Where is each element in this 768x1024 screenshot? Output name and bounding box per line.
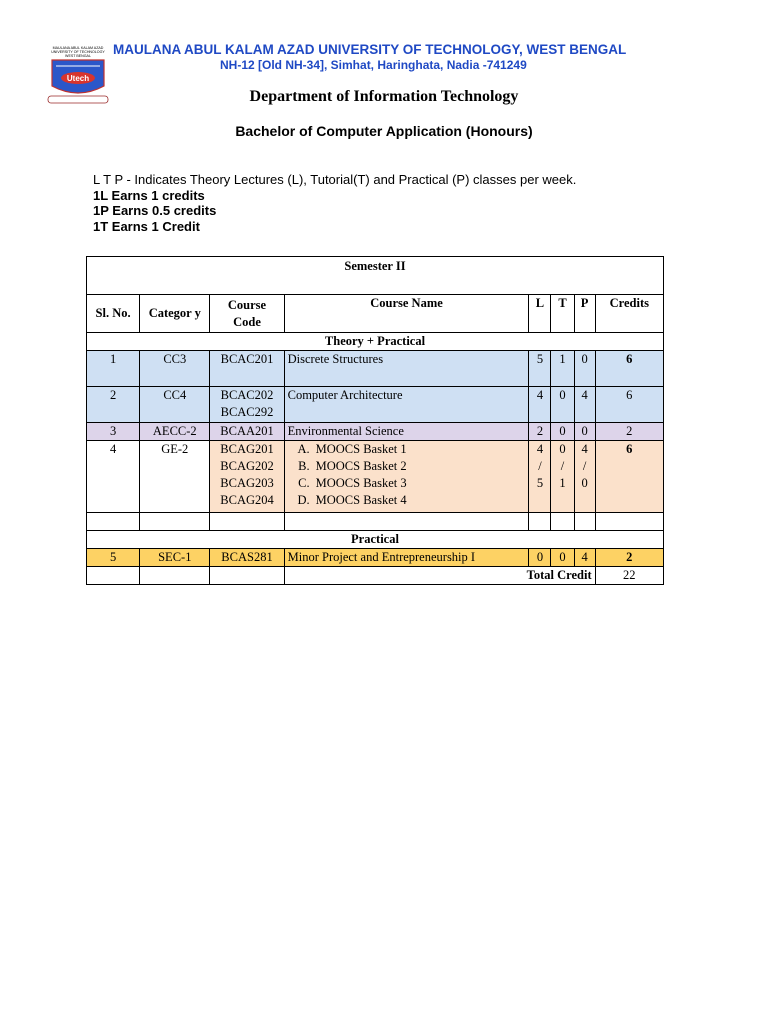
basket-item (288, 492, 526, 509)
semester-row (87, 257, 664, 295)
row-name (284, 441, 529, 513)
credit-notes (93, 172, 576, 234)
basket-letter: C. (298, 476, 310, 490)
row-code (210, 387, 284, 423)
row-p-line: 4 (581, 442, 588, 456)
row-sl: 1 (87, 351, 140, 387)
row-sl: 3 (87, 423, 140, 441)
basket-letter: A. (297, 442, 310, 456)
svg-text:MAULANA ABUL KALAM AZAD: MAULANA ABUL KALAM AZAD (52, 46, 104, 50)
empty-cell (140, 567, 210, 585)
lecture-credit-note: 1L Earns 1 credits (93, 187, 205, 203)
basket-name: MOOCS Basket 3 (315, 476, 407, 490)
row-t: 0 (551, 423, 574, 441)
header-code: Course Code (210, 295, 284, 333)
row-sl: 5 (87, 549, 140, 567)
empty-cell (87, 513, 140, 531)
header-p: P (574, 295, 595, 333)
row-t: 0 (551, 549, 574, 567)
row-sl: 2 (87, 387, 140, 423)
table-row (87, 423, 664, 441)
row-t-line: 1 (559, 476, 566, 490)
row-credits: 6 (595, 387, 663, 423)
tutorial-credit-note: 1T Earns 1 Credit (93, 218, 200, 234)
row-code: BCAC201 (210, 351, 284, 387)
table-row (87, 351, 664, 387)
header-sl: Sl. No. (87, 295, 140, 333)
table-row (87, 441, 664, 513)
header-category: Categor y (140, 295, 210, 333)
university-name: MAULANA ABUL KALAM AZAD UNIVERSITY OF TECHNOLOGY, WEST BENGAL (113, 42, 627, 57)
row-sl: 4 (87, 441, 140, 513)
ltp-note: L T P - Indicates Theory Lectures (L), Tutorial(T) and Practical (P) classes per week. (93, 172, 577, 187)
row-p: 4 (574, 387, 595, 423)
basket-name: MOOCS Basket 1 (315, 442, 407, 456)
total-row (87, 567, 664, 585)
semester-table (86, 256, 664, 585)
row-p (574, 441, 595, 513)
row-name: Minor Project and Entrepreneurship I (284, 549, 529, 567)
basket-letter: D. (297, 493, 310, 507)
row-p: 0 (574, 423, 595, 441)
practical-credit-note: 1P Earns 0.5 credits (93, 203, 217, 218)
row-code-line: BCAG203 (220, 476, 274, 490)
row-name: Environmental Science (284, 423, 529, 441)
row-name: Computer Architecture (284, 387, 529, 423)
section-row (87, 333, 664, 351)
row-l: 2 (529, 423, 551, 441)
svg-text:WEST BENGAL: WEST BENGAL (65, 54, 91, 58)
row-p: 4 (574, 549, 595, 567)
empty-cell (529, 513, 551, 531)
row-code-line: BCAC202 (220, 388, 274, 402)
row-code-line: BCAG201 (220, 442, 274, 456)
row-l: 4 (529, 387, 551, 423)
row-code-line: BCAG202 (220, 459, 274, 473)
row-t (551, 441, 574, 513)
header-name: Course Name (284, 295, 529, 333)
basket-name: MOOCS Basket 4 (315, 493, 407, 507)
basket-letter: B. (298, 459, 310, 473)
empty-cell (574, 513, 595, 531)
empty-cell (210, 567, 284, 585)
row-l (529, 441, 551, 513)
row-credits: 2 (595, 423, 663, 441)
row-category: CC3 (140, 351, 210, 387)
section-practical: Practical (87, 531, 664, 549)
basket-name: MOOCS Basket 2 (315, 459, 407, 473)
row-category: CC4 (140, 387, 210, 423)
section-theory: Theory + Practical (87, 333, 664, 351)
row-code-line: BCAC292 (220, 405, 274, 419)
empty-cell (87, 567, 140, 585)
row-p: 0 (574, 351, 595, 387)
university-address: NH-12 [Old NH-34], Simhat, Haringhata, Nadia -741249 (220, 58, 527, 72)
row-code-line: BCAG204 (220, 493, 274, 507)
row-t-line: 0 (559, 442, 566, 456)
row-l-line: 5 (536, 476, 544, 490)
row-t: 1 (551, 351, 574, 387)
row-t-line: / (560, 459, 565, 473)
row-code: BCAS281 (210, 549, 284, 567)
basket-item (288, 475, 526, 492)
total-value: 22 (595, 567, 663, 585)
empty-row (87, 513, 664, 531)
row-name: Discrete Structures (284, 351, 529, 387)
basket-item (288, 441, 526, 458)
row-credits: 2 (595, 549, 663, 567)
svg-text:Utech: Utech (66, 74, 90, 83)
row-p-line: / (582, 459, 587, 473)
row-code: BCAA201 (210, 423, 284, 441)
total-label: Total Credit (284, 567, 595, 585)
department-title: Department of Information Technology (249, 88, 519, 105)
row-category: GE-2 (140, 441, 210, 513)
row-credits: 6 (595, 441, 663, 513)
semester-title: Semester II (87, 257, 664, 295)
basket-item (288, 458, 526, 475)
header-t: T (551, 295, 574, 333)
row-l-line: 4 (536, 442, 544, 456)
header-row (87, 295, 664, 333)
section-row (87, 531, 664, 549)
empty-cell (595, 513, 663, 531)
header-l: L (529, 295, 551, 333)
row-l: 0 (529, 549, 551, 567)
table-row (87, 549, 664, 567)
row-l: 5 (529, 351, 551, 387)
row-t: 0 (551, 387, 574, 423)
row-l-line: / (538, 459, 542, 473)
empty-cell (284, 513, 529, 531)
empty-cell (551, 513, 574, 531)
svg-text:UNIVERSITY OF TECHNOLOGY: UNIVERSITY OF TECHNOLOGY (51, 50, 105, 54)
row-category: SEC-1 (140, 549, 210, 567)
header-credits: Credits (595, 295, 663, 333)
row-credits: 6 (595, 351, 663, 387)
empty-cell (140, 513, 210, 531)
empty-cell (210, 513, 284, 531)
table-row (87, 387, 664, 423)
row-category: AECC-2 (140, 423, 210, 441)
row-p-line: 0 (581, 476, 588, 490)
programme-title: Bachelor of Computer Application (Honours) (235, 123, 533, 139)
row-code (210, 441, 284, 513)
